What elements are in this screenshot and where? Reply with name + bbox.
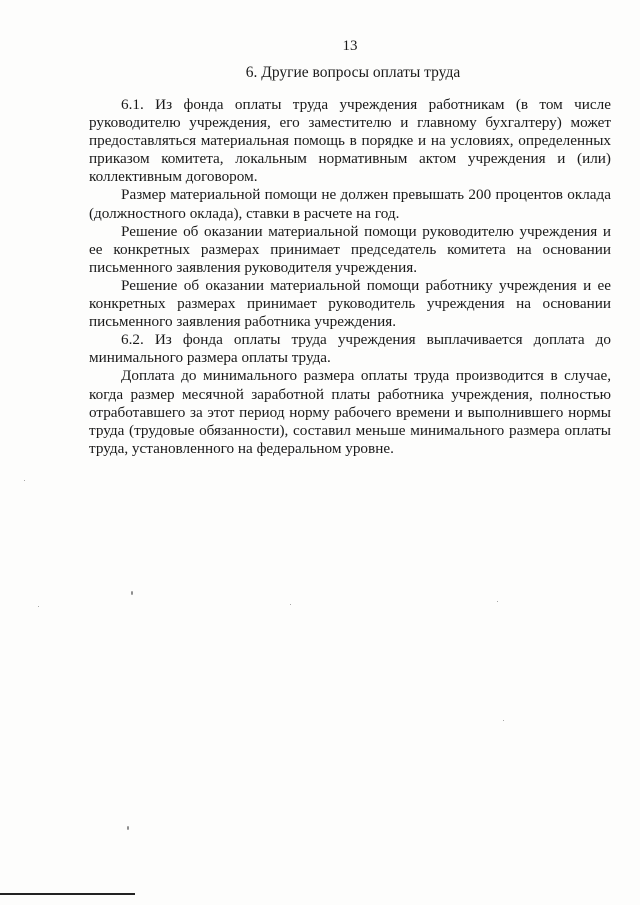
- paragraph-material-aid-limit: Размер материальной помощи не должен превышать 200 процентов оклада (должностного оклада), ставки в расчете на год.: [89, 186, 611, 222]
- scan-speck: [38, 606, 39, 607]
- paragraph-minimum-wage-supplement: Доплата до минимального размера оплаты труда производится в случае, когда размер месячной заработной платы работника учреждения, полностью отработавшего за этот период норму рабочего времени и выполнившего нормы труда (трудовые обязанности), составил меньше минимального размера оплаты труда, установленного на федеральном уровне.: [89, 367, 611, 457]
- paragraph-6-1: 6.1. Из фонда оплаты труда учреждения работникам (в том числе руководителю учреждения, его заместителю и главному бухгалтеру) может предоставляться материальная помощь в порядке и на условиях, определенных приказом комитета, локальным нормативным актом учреждения и (или) коллективным договором.: [89, 96, 611, 186]
- paragraph-head-aid-decision: Решение об оказании материальной помощи руководителю учреждения и ее конкретных размерах принимает председатель комитета на основании письменного заявления руководителя учреждения.: [89, 222, 611, 276]
- scan-speck: [131, 591, 133, 595]
- section-title: 6. Другие вопросы оплаты труда: [245, 64, 461, 81]
- paragraph-6-2: 6.2. Из фонда оплаты труда учреждения выплачивается доплата до минимального размера оплаты труда.: [89, 331, 611, 367]
- document-body: [89, 96, 611, 458]
- scan-speck: [24, 480, 25, 481]
- scan-speck: [290, 604, 291, 605]
- paragraph-employee-aid-decision: Решение об оказании материальной помощи работнику учреждения и ее конкретных размерах принимает руководитель учреждения на основании письменного заявления работника учреждения.: [89, 276, 611, 331]
- page-number: 13: [342, 38, 358, 54]
- scan-speck: [503, 720, 504, 721]
- scan-speck: [127, 826, 129, 830]
- scan-speck: [497, 601, 498, 602]
- bottom-edge-rule: [0, 893, 135, 895]
